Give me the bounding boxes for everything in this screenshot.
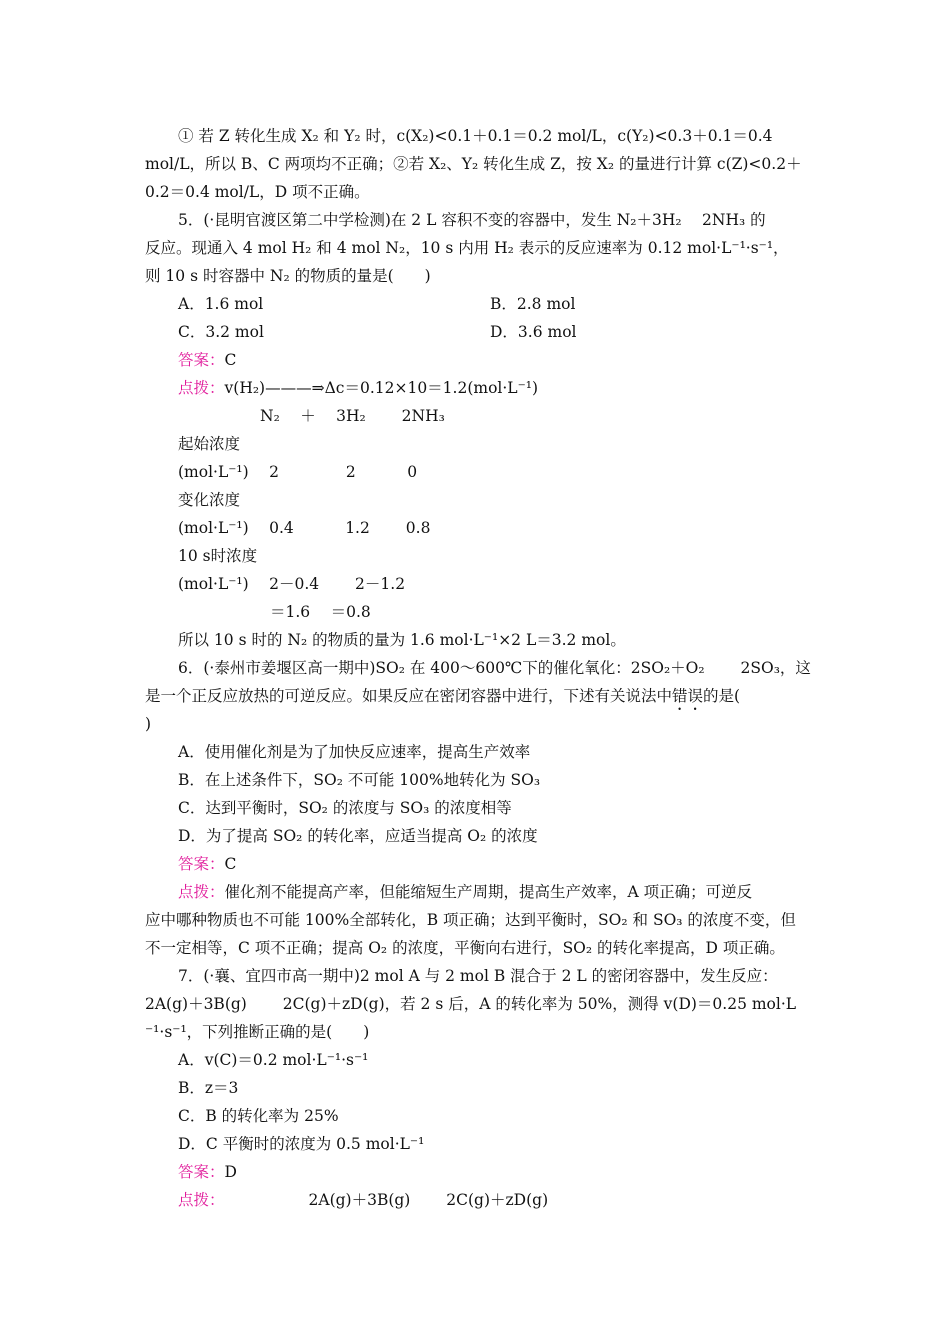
q5-option-c: C．3.2 mol — [178, 323, 264, 341]
q6-stem-1: 6．(·泰州市姜堰区高一期中)SO₂ 在 400～600℃下的催化氧化：2SO₂＋O₂ 2SO₃，这 — [178, 659, 811, 677]
q6-stem-3: ) — [145, 715, 152, 733]
hint-text: 2A(g)＋3B(g) 2C(g)＋zD(g) — [308, 1191, 549, 1209]
q7-stem-3: ⁻¹·s⁻¹，下列推断正确的是( ) — [145, 1023, 370, 1041]
q5-answer — [178, 350, 236, 370]
answer-label: 答案： — [178, 1163, 225, 1181]
q6-stem-2-pre: 是一个正反应放热的可逆反应。如果反应在密闭容器中进行，下述有关说法中 — [145, 687, 673, 705]
q6-answer — [178, 854, 236, 874]
q6-stem-2-post: 的是( — [703, 687, 741, 705]
q5-option-a: A．1.6 mol — [178, 295, 264, 313]
text-line-2: mol/L，所以 B、C 两项均不正确；②若 X₂、Y₂ 转化生成 Z，按 X₂ 的量进行计算 c(Z)<0.2＋ — [145, 155, 802, 173]
answer-value: C — [224, 351, 237, 369]
q7-option-a: A．v(C)＝0.2 mol·L⁻¹·s⁻¹ — [178, 1051, 369, 1069]
q6-hint-3: 不一定相等，C 项不正确；提高 O₂ 的浓度，平衡向右进行，SO₂ 的转化率提高，D 项正确。 — [145, 939, 785, 957]
q6-stem-2-emphasis: 错误 — [672, 687, 704, 705]
q5-option-d: D．3.6 mol — [490, 323, 577, 341]
q5-hint — [178, 378, 538, 398]
q6-stem-2 — [145, 686, 740, 714]
q6-hint-2: 应中哪种物质也不可能 100%全部转化，B 项正确；达到平衡时，SO₂ 和 SO₃ 的浓度不变，但 — [145, 911, 796, 929]
q7-stem-1: 7．(·襄、宜四市高一期中)2 mol A 与 2 mol B 混合于 2 L 的密闭容器中，发生反应： — [178, 967, 778, 985]
answer-label: 答案： — [178, 855, 225, 873]
answer-value: C — [224, 855, 237, 873]
hint-label: 点拨： — [178, 883, 225, 901]
q7-option-d: D．C 平衡时的浓度为 0.5 mol·L⁻¹ — [178, 1135, 425, 1153]
q6-option-c: C．达到平衡时，SO₂ 的浓度与 SO₃ 的浓度相等 — [178, 799, 512, 817]
q5-row-10s-result: ＝1.6 ＝0.8 — [270, 603, 371, 621]
q7-stem-2: 2A(g)＋3B(g) 2C(g)＋zD(g)，若 2 s 后，A 的转化率为 50%，测得 v(D)＝0.25 mol·L — [145, 995, 797, 1013]
answer-value: D — [224, 1163, 237, 1181]
text-line-3: 0.2＝0.4 mol/L，D 项不正确。 — [145, 183, 370, 201]
q7-option-c: C．B 的转化率为 25% — [178, 1107, 339, 1125]
q5-option-b: B．2.8 mol — [490, 295, 576, 313]
answer-label: 答案： — [178, 351, 225, 369]
q5-stem-3: 则 10 s 时容器中 N₂ 的物质的量是( ) — [145, 267, 431, 285]
q6-option-b: B．在上述条件下，SO₂ 不可能 100%地转化为 SO₃ — [178, 771, 541, 789]
text-line-1: ① 若 Z 转化生成 X₂ 和 Y₂ 时，c(X₂)<0.1＋0.1＝0.2 mol/L，c(Y₂)<0.3＋0.1＝0.4 — [178, 127, 773, 145]
q7-option-b: B．z＝3 — [178, 1079, 239, 1097]
q5-stem-1: 5．(·昆明官渡区第二中学检测)在 2 L 容积不变的容器中，发生 N₂＋3H₂ 2NH₃ 的 — [178, 211, 766, 229]
q5-row-label-initial: 起始浓度 — [178, 435, 241, 453]
hint-text: v(H₂)———⇒Δc＝0.12×10＝1.2(mol·L⁻¹) — [224, 379, 539, 397]
hint-label: 点拨： — [178, 1191, 225, 1209]
q7-hint — [178, 1190, 548, 1210]
q5-table-header: N₂ ＋ 3H₂ 2NH₃ — [260, 407, 445, 425]
q5-stem-2: 反应。现通入 4 mol H₂ 和 4 mol N₂，10 s 内用 H₂ 表示的反应速率为 0.12 mol·L⁻¹·s⁻¹， — [145, 239, 789, 257]
hint-label: 点拨： — [178, 379, 225, 397]
q7-answer — [178, 1162, 237, 1182]
q5-row-change: (mol·L⁻¹) 0.4 1.2 0.8 — [178, 519, 431, 537]
hint-text: 催化剂不能提高产率，但能缩短生产周期，提高生产效率，A 项正确；可逆反 — [224, 883, 753, 901]
q5-row-label-10s: 10 s时浓度 — [178, 547, 258, 565]
q5-conclusion: 所以 10 s 时的 N₂ 的物质的量为 1.6 mol·L⁻¹×2 L＝3.2 mol。 — [178, 631, 626, 649]
q5-row-label-change: 变化浓度 — [178, 491, 241, 509]
q6-hint-1 — [178, 882, 752, 902]
q5-row-10s: (mol·L⁻¹) 2－0.4 2－1.2 — [178, 575, 406, 593]
q6-option-d: D．为了提高 SO₂ 的转化率，应适当提高 O₂ 的浓度 — [178, 827, 538, 845]
q5-row-initial: (mol·L⁻¹) 2 2 0 — [178, 463, 418, 481]
q6-option-a: A．使用催化剂是为了加快反应速率，提高生产效率 — [178, 743, 531, 761]
